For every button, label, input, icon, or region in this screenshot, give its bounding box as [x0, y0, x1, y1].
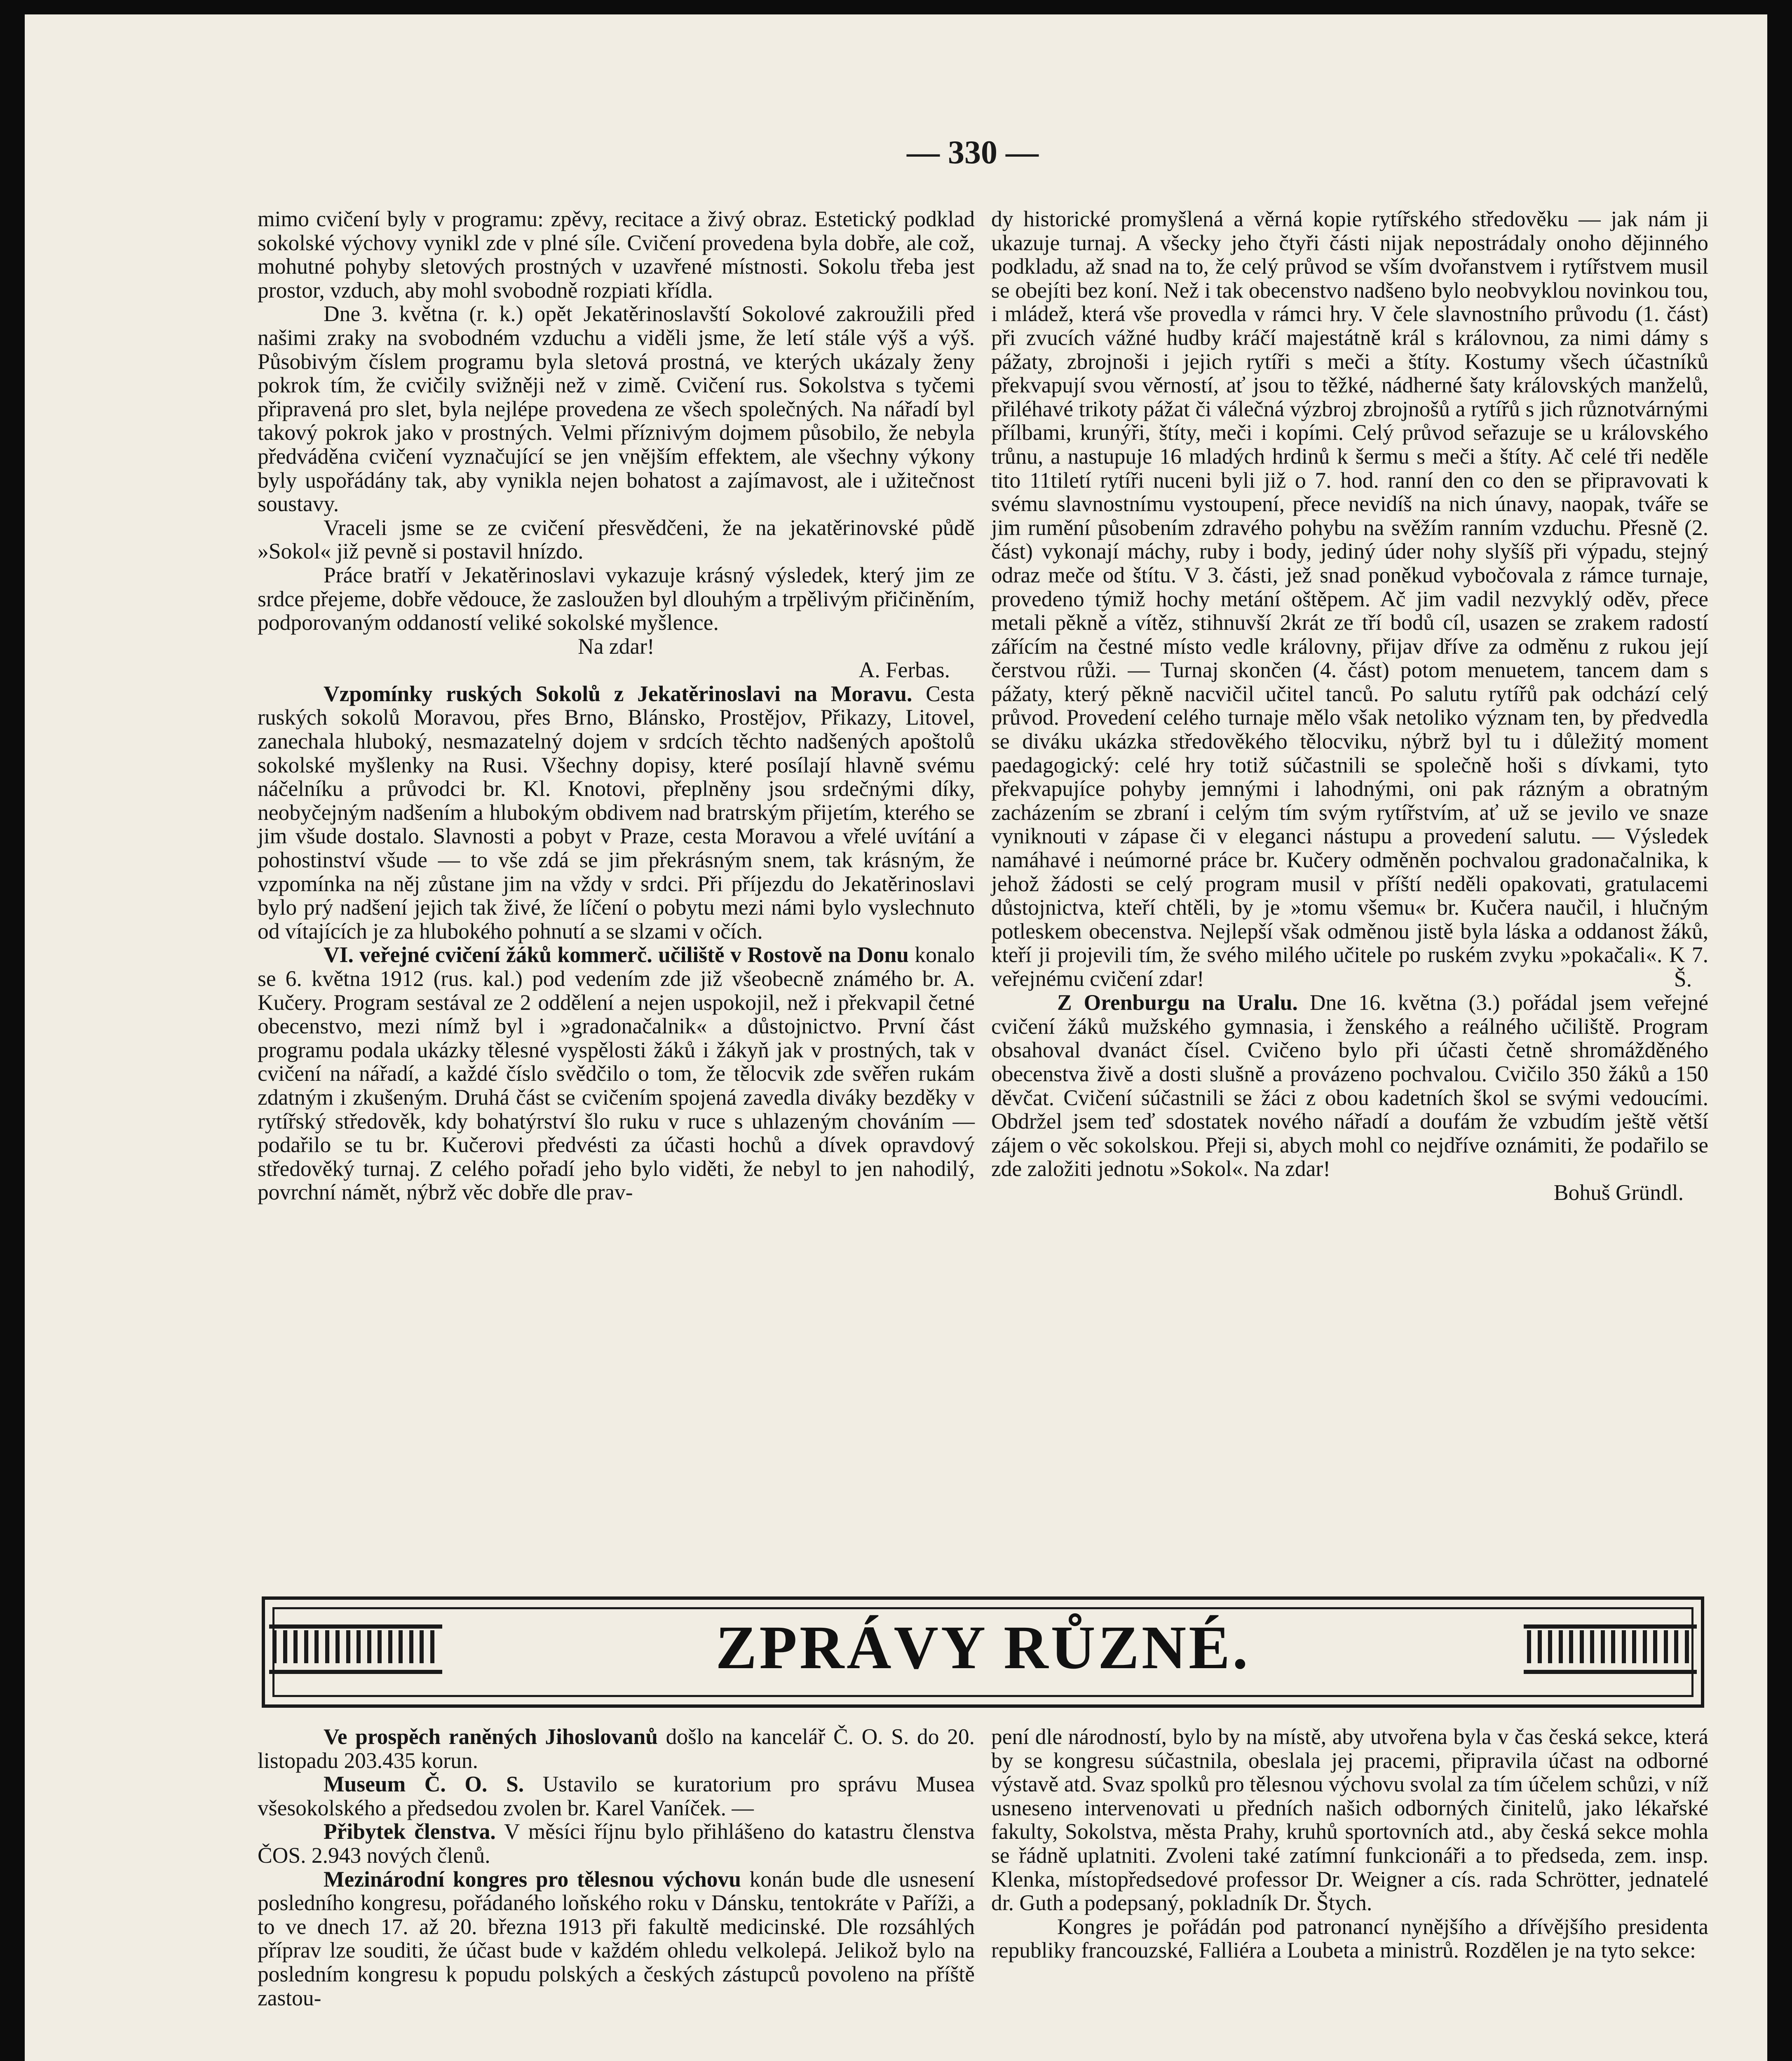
article-heading: Z Orenburgu na Uralu. — [1057, 990, 1298, 1015]
page-number: — 330 — — [907, 134, 1039, 171]
paragraph: Vraceli jsme se ze cvičení přesvědčeni, že na jekatěrinovské půdě »Sokol« již pevně si postavil hnízdo. — [258, 515, 975, 564]
column-left-bottom — [258, 1725, 975, 2010]
signature: A. Ferbas. — [858, 657, 950, 683]
paragraph: pení dle národností, bylo by na místě, aby utvořena byla v čas česká sekce, která by se kongresu súčastnila, obeslala jej pracemi, připravila účast na odborné výstavě atd. Svaz spolků pro tělesnou výchovu svolal za tím účelem schůzi, v níž usneseno intervenovati u předních našich odborných činitelů, jako lékařské fakulty, Sokolstva, města Prahy, kruhů sportovních atd., aby česká sekce mohla se řádně uplatniti. Zvoleni také zatímní funkcionáři a to předseda, zem. insp. Klenka, místopředsedové professor Dr. Weigner a cís. rada Schrötter, jednatelé dr. Guth a podepsaný, pokladník Dr. Štych. — [991, 1724, 1708, 1915]
closing-salute: Na zdar! — [578, 634, 654, 659]
paragraph: V měsíci říjnu bylo přihlášeno do katastru členstva ČOS. 2.943 nových členů. — [258, 1819, 975, 1868]
paragraph: Ustavilo se kuratorium pro správu Musea všesokolského a předsedou zvolen br. Karel Vaníček. — — [258, 1772, 975, 1820]
paragraph: Dne 16. května (3.) pořádal jsem veřejné cvičení žáků mužského gymnasia, i ženského a reálného učiliště. Program obsahoval dvanáct čísel. Cvičeno bylo při účasti četně shromážděného obecenstva živě a dosti slušně a provázeno pochvalou. Cvičilo 350 žáků a 150 děvčat. Cvičení súčastnili se žáci z obou kadetních škol se svými vedoucími. Obdržel jsem teď sdostatek nového nářadí a doufám že vzbudím ještě větší zájem o věc sokolskou. Přeji si, abych mohl co nejdříve oznámiti, že podařilo se zde založiti jednotu »Sokol«. Na zdar! — [991, 990, 1709, 1181]
article — [258, 682, 975, 944]
section-banner — [262, 1596, 1704, 1708]
article-heading: VI. veřejné cvičení žáků kommerč. učiliště v Rostově na Donu — [324, 942, 909, 967]
paragraph: Dne 3. května (r. k.) opět Jekatěrinoslavští Sokolové zakroužili před našimi zraky na svobodném vzduchu a viděli jsme, že letí stále výš a výš. Působivým číslem programu byla sletová prostná, ve kterých ukázaly ženy pokrok tím, že cvičily svižněji než v zimě. Cvičení rus. Sokolstva s tyčemi připravená pro slet, byla nejlépe provedena ze všech společných. Na nářadí byl takový pokrok jako v prostných. Velmi příznivým dojmem působilo, že nebyla předváděna cvičení vyznačující se jen vnějším effektem, ale všechny výkony byly uspořádány tak, aby vynikla nejen bohatost a zajímavost, ale i užitečnost soustavy. — [258, 301, 975, 516]
news-heading: Mezinárodní kongres pro tělesnou výchovu — [324, 1866, 741, 1892]
paragraph: Cesta ruských sokolů Moravou, přes Brno, Blánsko, Prostějov, Přikazy, Litovel, zanechala hluboký, nesmazatelný dojem v srdcích těchto nadšených apoštolů sokolské myšlenky na Rusi. Všechny dopisy, které posílají hlavně svému náčelníku a průvodci br. Kl. Knotovi, přeplněny jsou srdečnými díky, neobyčejným nadšením a hlubokým obdivem nad bratrským přijetím, kterého se jim všude dostalo. Slavnosti a pobyt v Praze, cesta Moravou a vřelé uvítání a pohostinství všude — to vše zdá se jim překrásným snem, tak krásným, že vzpomínka na něj zůstane jim na vždy v srdci. Při příjezdu do Jekatěrinoslavi bylo prý nadšení jejich tak živé, že líčení o pobytu mezi námi bylo vyslechnuto od vítajících je za hlubokého pohnutí a se slzami v očích. — [258, 681, 975, 944]
paragraph: konán bude dle usnesení posledního kongresu, pořádaného loňského roku v Dánsku, tentokráte v Paříži, a to ve dnech 17. až 20. března 1913 při fakultě medicinské. Dle rozsáhlých příprav lze souditi, že účast bude v každém ohledu velkolepá. Jelikož bylo na posledním kongresu k popudu polských a českých zástupců povoleno na příště zastou- — [258, 1866, 975, 2010]
news-item — [258, 1868, 975, 2010]
paragraph: Kongres je pořádán pod patronancí nynějšího a dřívějšího presidenta republiky francouzské, Falliéra a Loubeta a ministrů. Rozdělen je na tyto sekce: — [991, 1914, 1708, 1963]
column-right-bottom — [991, 1725, 1708, 1962]
column-right-top — [991, 207, 1708, 1205]
news-heading: Museum Č. O. S. — [324, 1772, 524, 1797]
signature: Bohuš Gründl. — [1553, 1180, 1684, 1205]
news-item — [258, 1772, 975, 1820]
article — [991, 991, 1708, 1181]
article-heading: Vzpomínky ruských Sokolů z Jekatěrinoslavi na Moravu. — [324, 681, 912, 706]
paragraph: Práce bratří v Jekatěrinoslavi vykazuje krásný výsledek, který jim ze srdce přejeme, dobře vědouce, že zasloužen byl dlouhým a trpělivým přičiněním, podporovaným oddaností veliké sokolské myšlence. — [258, 562, 975, 635]
news-item — [258, 1725, 975, 1772]
section-title: ZPRÁVY RŮZNÉ. — [715, 1613, 1250, 1682]
column-left-top — [258, 207, 975, 1204]
news-heading: Ve prospěch raněných Jihoslovanů — [324, 1724, 658, 1749]
news-item — [258, 1820, 975, 1867]
paragraph: mimo cvičení byly v programu: zpěvy, recitace a živý obraz. Estetický podklad sokolské výchovy vynikl zde v plné síle. Cvičení provedena byla dobře, ale což, mohutné pohyby sletových prostných v uzavřené místnosti. Sokolu třeba jest prostor, vzduch, aby mohl svobodně rozpiati křídla. — [258, 207, 975, 303]
paragraph: konalo se 6. května 1912 (rus. kal.) pod vedením zde již všeobecně známého br. A. Kučery. Program sestával ze 2 oddělení a nejen uspokojil, než i překvapil četné obecenstvo, mezi nímž byl i »gradonačalnik« a důstojnictvo. První část programu podala ukázky tělesné vyspělosti žáků i žákyň jak v prostných, tak v cvičení na nářadí, a každé číslo svědčilo o tom, že tělocvik zde svěřen rukám zdatným i zkušeným. Druhá část se cvičením spojená zavedla diváky bezděky v rytířský středověk, kdy bohatýrství šlo ruku v ruce s uhlazeným chováním — podařilo se tu br. Kučerovi předvésti za účasti hochů a dívek opravdový středověký turnaj. Z celého pořadí jeho bylo viděti, že nebyl to jen nahodilý, povrchní námět, nýbrž věc dobře dle prav- — [258, 942, 975, 1205]
page — [25, 14, 1767, 2061]
paragraph: došlo na kancelář Č. O. S. do 20. listopadu 203.435 korun. — [258, 1724, 975, 1773]
paragraph: dy historické promyšlená a věrná kopie rytířského středověku — jak nám ji ukazuje turnaj. A všecky jeho čtyři části nijak nepostrádaly onoho dějinného podkladu, až snad na to, že celý průvod se vším dvořanstvem i rytířstvem musil se obejíti bez koní. Než i tak obecenstvo nadšeno bylo neobvyklou novinkou tou, i mládež, která vše provedla v rámci hry. V čele slavnostního průvodu (1. část) při zvucích vážné hudby kráčí majestátně král s královnou, za nimi dámy s pážaty, zbrojnoši i jejich rytíři s meči a štíty. Kostumy všech účastníků překvapují svou věrností, ať jsou to těžké, nádherné šaty královských manželů, přiléhavé trikoty pážat či válečná výzbroj zbrojnošů a rytířů s jich různotvárnými přílbami, krunýři, štíty, meči i kopími. Celý průvod seřazuje se u královského trůnu, a nastupuje 16 mladých hrdinů k šermu s meči a štíty. Ač celé tři neděle tito 11tiletí rytíři nuceni byli již o 7. hod. ranní den co den se připravovati k svému slavnostnímu vystoupení, přece nevidíš na nich únavy, naopak, tváře se jim rumění působením zdravého pohybu na svěžím ranním vzduchu. Přesně (2. část) vykonají máchy, ruby i body, jediný úder nohy slyšíš při výpadu, stejný odraz meče od štítu. V 3. části, jež snad poněkud vybočovala z rámce turnaje, provedeno týmiž hochy metání oštěpem. Ač jim vadil nezvyklý oděv, přece metali pěkně a vítěz, stihnuvší 2krát ze tří bodů cíl, usazen se zrakem radostí zářícím na čestné místo vedle královny, přijav dříve za odměnu z rukou její čerstvou růži. — Turnaj skončen (4. část) potom menuetem, tancem dam s pážaty, který pěkně nacvičil učitel tanců. Po salutu rytířů pak odchází celý průvod. Provedení celého turnaje mělo však netoliko význam ten, by předvedla se diváku ukázka středověkého tělocviku, nýbrž byl tu i důležitý moment paedagogický: celé hry totiž súčastnili se společně hoši s dívkami, tyto překvapujíce pohyby jemnými i lahodnými, oni pak rázným a obratným zacházením se zbraní i celým tím svým rytířstvím, ať už se jevilo ve snaze vyniknouti v zápase či v eleganci nástupu a provedení salutu. — Výsledek namáhavé i neúmorné práce br. Kučery odměněn pochvalou gradonačalnika, k jehož žádosti se celý program musil v příští neděli opakovati, gratulacemi důstojnictva, kteří chtěli, by je »tomu všemu« br. Kučera naučil, i hlučným potleskem obecenstva. Nejlepší však odměnou jistě byla láska a oddanost žáků, kteří ji projevili tím, že svého milého učitele po ruském zvyku »pokačali«. K 7. veřejnému cvičení zdar! — [991, 207, 1708, 991]
news-heading: Přibytek členstva. — [324, 1819, 496, 1844]
signature: Š. — [1674, 966, 1692, 991]
article — [258, 943, 975, 1204]
